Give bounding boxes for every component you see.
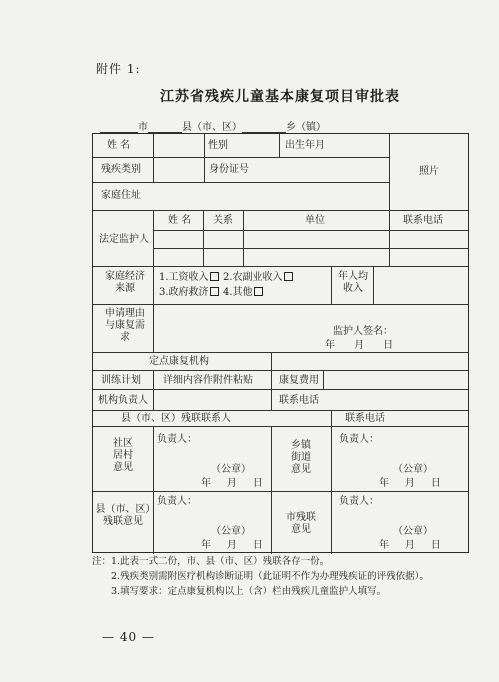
rehab-cost-label: 康复费用 [279, 375, 319, 386]
birth-label: 出生年月 [285, 140, 325, 151]
approval-table [92, 133, 469, 553]
township-seal: （公章） [393, 464, 433, 475]
county-seal: （公章） [211, 526, 251, 537]
township-label: 乡（镇） [286, 122, 326, 133]
designated-org-label: 定点康复机构 [149, 356, 209, 367]
city-label: 市 [138, 122, 148, 133]
disability-type-label: 残疾类别 [101, 164, 141, 175]
county-contact-label: 县（市、区）残联联系人 [121, 413, 231, 424]
community-person-label: 负责人： [157, 434, 197, 445]
note-1: 注：1.此表一式二份，市、县（市、区）残联各存一份。 [92, 556, 330, 567]
guardian-col-unit: 单位 [305, 215, 325, 226]
per-capita-label: 年人均收入 [338, 271, 368, 294]
guardian-label: 法定监护人 [99, 234, 149, 245]
community-seal: （公章） [211, 464, 251, 475]
community-date: 年 月 日 [201, 478, 263, 489]
checkbox-icon [210, 287, 219, 296]
county-label: 县（市、区） [182, 122, 242, 133]
county-person-label: 负责人： [157, 496, 197, 507]
township-person-label: 负责人： [339, 434, 379, 445]
income-option-3: 3.政府救济 [159, 287, 219, 299]
income-option-1: 1.工资收入 [159, 272, 219, 284]
sign-date: 年 月 日 [325, 340, 394, 351]
note-2: 2.残疾类别需附医疗机构诊断证明（此证明不作为办理残疾证的评残依据）。 [111, 571, 429, 582]
guardian-col-name: 姓 名 [168, 215, 192, 226]
checkbox-icon [254, 287, 263, 296]
city-date: 年 月 日 [379, 540, 441, 551]
city-opinion-label: 市残联意见 [286, 512, 316, 535]
note-3: 3.填写要求：定点康复机构以上（含）栏由残疾儿童监护人填写。 [111, 586, 387, 597]
form-title: 江苏省残疾儿童基本康复项目审批表 [160, 89, 400, 105]
training-detail-label: 详细内容作附件粘贴 [163, 375, 253, 386]
city-person-label: 负责人： [339, 496, 379, 507]
city-seal: （公章） [393, 526, 433, 537]
county-date: 年 月 日 [201, 540, 263, 551]
family-income-label: 家庭经济来源 [105, 271, 145, 294]
name-label: 姓 名 [107, 140, 131, 151]
community-opinion-label: 社区居村意见 [113, 438, 133, 473]
township-date: 年 月 日 [379, 478, 441, 489]
guardian-col-relation: 关系 [213, 215, 233, 226]
guardian-col-phone: 联系电话 [403, 215, 443, 226]
application-label: 申请理由与康复需求 [105, 308, 145, 343]
township-opinion-label: 乡镇街道意见 [291, 440, 311, 475]
photo-label: 照片 [419, 166, 439, 177]
contact-phone-label: 联系电话 [279, 395, 319, 406]
county-opinion-label: 县（市、区）残联意见 [95, 504, 151, 527]
footnotes [92, 554, 429, 599]
org-head-label: 机构负责人 [98, 395, 148, 406]
id-number-label: 身份证号 [209, 164, 249, 175]
income-option-2: 2.农副业收入 [223, 272, 293, 284]
checkbox-icon [210, 272, 219, 281]
checkbox-icon [284, 272, 293, 281]
page-number: — 40 — [102, 630, 155, 644]
region-line [100, 118, 326, 133]
address-label: 家庭住址 [101, 190, 141, 201]
income-option-4: 4.其他 [223, 287, 263, 299]
gender-label: 性别 [208, 140, 228, 151]
attachment-label: 附件 1: [96, 62, 141, 76]
training-plan-label: 训练计划 [101, 375, 141, 386]
guardian-signature-label: 监护人签名： [333, 326, 393, 337]
contact-phone2-label: 联系电话 [345, 413, 385, 424]
